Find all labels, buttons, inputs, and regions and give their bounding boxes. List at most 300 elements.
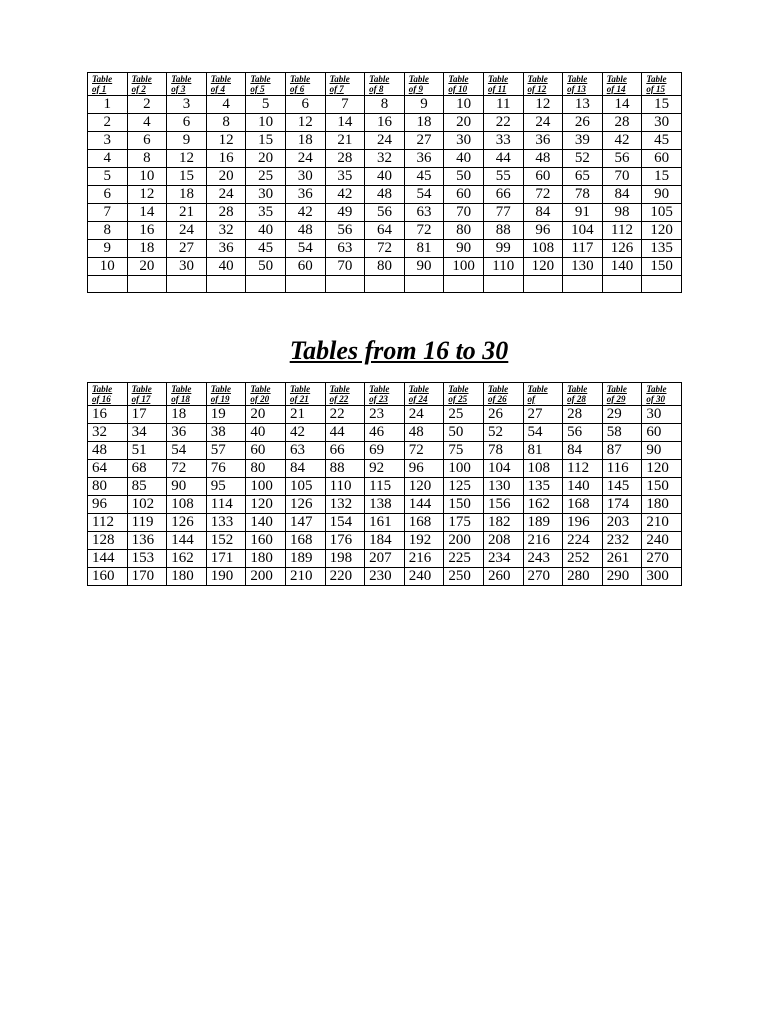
column-header-line1: Table (527, 74, 548, 84)
table-cell: 8 (365, 96, 405, 114)
column-header-line2: of 30 (646, 394, 666, 404)
table-cell: 162 (523, 496, 563, 514)
table-cell: 84 (523, 204, 563, 222)
table-cell: 270 (523, 568, 563, 586)
table-cell: 25 (444, 406, 484, 424)
column-header (325, 383, 365, 406)
table-cell: 40 (206, 258, 246, 276)
column-header (88, 73, 128, 96)
column-header-line1: Table (171, 384, 192, 394)
table-cell: 112 (563, 460, 603, 478)
section-heading: Tables from 16 to 30 (289, 336, 509, 365)
table-cell: 24 (206, 186, 246, 204)
table-cell: 8 (88, 222, 128, 240)
table-cell: 48 (404, 424, 444, 442)
table-cell: 60 (285, 258, 325, 276)
table-row (88, 258, 682, 276)
column-header-line2: of 7 (329, 84, 344, 94)
table-cell: 160 (246, 532, 286, 550)
table-cell: 180 (167, 568, 207, 586)
table-cell: 91 (563, 204, 603, 222)
table-cell: 300 (642, 568, 682, 586)
table-cell: 96 (404, 460, 444, 478)
table-cell: 78 (563, 186, 603, 204)
table-cell: 20 (444, 114, 484, 132)
table-cell: 20 (246, 150, 286, 168)
table-row (88, 460, 682, 478)
column-header-line1: Table (567, 384, 588, 394)
column-header-line1: Table (487, 384, 509, 394)
column-header-line2: of 17 (131, 394, 151, 404)
table-cell: 150 (642, 478, 682, 496)
table-cell: 60 (246, 442, 286, 460)
table-cell: 98 (602, 204, 642, 222)
table-cell: 72 (365, 240, 405, 258)
table-cell: 15 (246, 132, 286, 150)
table-cell: 12 (127, 186, 167, 204)
table-cell: 76 (206, 460, 246, 478)
table-cell: 48 (88, 442, 128, 460)
table-cell: 120 (246, 496, 286, 514)
column-header (167, 73, 207, 96)
table-cell: 44 (325, 424, 365, 442)
table-cell: 105 (642, 204, 682, 222)
table-cell: 42 (602, 132, 642, 150)
column-header-line1: Table (250, 384, 271, 394)
column-header-line1: Table (289, 74, 311, 84)
table-cell: 30 (167, 258, 207, 276)
table-cell: 20 (127, 258, 167, 276)
table-cell: 70 (325, 258, 365, 276)
column-header-line2: of 13 (567, 84, 586, 94)
column-header-line1: Table (210, 74, 231, 84)
table-cell: 4 (206, 96, 246, 114)
column-header (444, 73, 484, 96)
table-cell: 54 (285, 240, 325, 258)
table-cell: 104 (483, 460, 523, 478)
table-cell: 17 (127, 406, 167, 424)
table-row (88, 168, 682, 186)
table-cell: 21 (285, 406, 325, 424)
column-header (365, 73, 405, 96)
column-header-line2: of 18 (171, 394, 190, 404)
column-header-line1: Table (646, 384, 667, 394)
column-header-line2: of 10 (448, 84, 468, 94)
table-cell: 42 (325, 186, 365, 204)
table-cell (444, 276, 484, 293)
table-cell (285, 276, 325, 293)
table-cell: 56 (602, 150, 642, 168)
table-cell: 207 (365, 550, 405, 568)
table-cell: 90 (167, 478, 207, 496)
table-cell: 18 (404, 114, 444, 132)
table-cell: 36 (206, 240, 246, 258)
column-header-line2: of 22 (329, 394, 349, 404)
table-cell: 203 (602, 514, 642, 532)
table-cell (127, 276, 167, 293)
table-cell: 126 (167, 514, 207, 532)
column-header-line1: Table (369, 74, 390, 84)
table-cell: 104 (563, 222, 603, 240)
table-cell: 145 (602, 478, 642, 496)
table-cell: 10 (246, 114, 286, 132)
table-cell: 243 (523, 550, 563, 568)
table-cell: 16 (206, 150, 246, 168)
table-cell: 220 (325, 568, 365, 586)
column-header (563, 383, 603, 406)
table-cell: 72 (167, 460, 207, 478)
table-row (88, 442, 682, 460)
table-cell: 152 (206, 532, 246, 550)
table-cell: 90 (444, 240, 484, 258)
table-cell: 69 (365, 442, 405, 460)
table-cell: 1 (88, 96, 128, 114)
table-cell: 150 (642, 258, 682, 276)
table-cell: 22 (325, 406, 365, 424)
column-header-line2: of 9 (408, 84, 423, 94)
table-cell: 2 (88, 114, 128, 132)
table-row (88, 150, 682, 168)
table-cell: 126 (602, 240, 642, 258)
table-cell: 42 (285, 204, 325, 222)
table-cell: 32 (88, 424, 128, 442)
column-header (246, 383, 286, 406)
table-cell: 175 (444, 514, 484, 532)
table-cell: 182 (483, 514, 523, 532)
table-cell (563, 276, 603, 293)
column-header (444, 383, 484, 406)
column-header (523, 383, 563, 406)
table-cell: 18 (167, 186, 207, 204)
column-header (285, 73, 325, 96)
table-cell: 25 (246, 168, 286, 186)
column-header-line1: Table (408, 74, 429, 84)
table-cell: 88 (325, 460, 365, 478)
column-header-line1: Table (369, 384, 390, 394)
table-cell: 5 (246, 96, 286, 114)
table-cell: 20 (246, 406, 286, 424)
table-cell: 230 (365, 568, 405, 586)
table-cell: 8 (206, 114, 246, 132)
column-header-line2: of 1 (92, 84, 107, 94)
table-cell: 68 (127, 460, 167, 478)
table-cell: 70 (444, 204, 484, 222)
table-cell: 120 (523, 258, 563, 276)
table-cell: 48 (523, 150, 563, 168)
table-cell: 120 (642, 222, 682, 240)
column-header-line2: of 11 (487, 84, 507, 94)
table-cell: 12 (285, 114, 325, 132)
column-header-line2: of (527, 394, 536, 404)
table-cell: 210 (642, 514, 682, 532)
table-cell: 6 (285, 96, 325, 114)
table-cell: 66 (483, 186, 523, 204)
table-cell: 20 (206, 168, 246, 186)
column-header (325, 73, 365, 96)
column-header-line1: Table (448, 74, 469, 84)
table-cell: 21 (167, 204, 207, 222)
table-cell: 55 (483, 168, 523, 186)
column-header-line1: Table (408, 384, 429, 394)
table-cell: 52 (483, 424, 523, 442)
table-cell: 56 (365, 204, 405, 222)
column-header-line2: of 20 (250, 394, 270, 404)
table-cell: 39 (563, 132, 603, 150)
table-cell: 84 (602, 186, 642, 204)
column-header-line2: of 24 (408, 394, 428, 404)
table-cell: 90 (642, 442, 682, 460)
table-cell: 170 (127, 568, 167, 586)
column-header-line2: of 26 (487, 394, 507, 404)
table-cell: 125 (444, 478, 484, 496)
table-cell: 30 (444, 132, 484, 150)
table-cell: 13 (563, 96, 603, 114)
table-cell: 168 (404, 514, 444, 532)
table-cell: 120 (404, 478, 444, 496)
column-header-line1: Table (329, 384, 350, 394)
table-cell (206, 276, 246, 293)
table-cell: 6 (127, 132, 167, 150)
column-header (285, 383, 325, 406)
table-cell: 27 (167, 240, 207, 258)
column-header-line2: of 5 (250, 84, 265, 94)
table-cell: 14 (127, 204, 167, 222)
column-header-line1: Table (606, 74, 627, 84)
table-cell: 99 (483, 240, 523, 258)
table-cell: 45 (404, 168, 444, 186)
table-row (88, 406, 682, 424)
table-cell: 60 (444, 186, 484, 204)
table-cell: 112 (88, 514, 128, 532)
table-cell: 10 (88, 258, 128, 276)
column-header-line1: Table (250, 74, 271, 84)
table-cell: 161 (365, 514, 405, 532)
table-cell: 75 (444, 442, 484, 460)
table-cell: 156 (483, 496, 523, 514)
table-cell: 30 (642, 406, 682, 424)
table-cell: 200 (246, 568, 286, 586)
table-cell (404, 276, 444, 293)
table-cell: 126 (285, 496, 325, 514)
table-cell: 110 (325, 478, 365, 496)
table-row (88, 186, 682, 204)
table-cell: 102 (127, 496, 167, 514)
column-header-line1: Table (92, 384, 113, 394)
table-cell: 84 (285, 460, 325, 478)
table-cell: 112 (602, 222, 642, 240)
table-cell: 63 (285, 442, 325, 460)
table-cell: 40 (246, 222, 286, 240)
table-cell: 130 (483, 478, 523, 496)
column-header-line2: of 6 (289, 84, 305, 94)
table-cell: 140 (602, 258, 642, 276)
column-header-line2: of 19 (210, 394, 230, 404)
table-cell: 30 (642, 114, 682, 132)
table-header-row (88, 383, 682, 406)
column-header (206, 383, 246, 406)
table-row (88, 240, 682, 258)
table-cell: 9 (404, 96, 444, 114)
table-cell: 54 (523, 424, 563, 442)
table-cell: 15 (642, 168, 682, 186)
table-cell (523, 276, 563, 293)
column-header (642, 73, 682, 96)
table-header-row (88, 73, 682, 96)
table-cell: 16 (88, 406, 128, 424)
table-cell: 190 (206, 568, 246, 586)
table-cell: 21 (325, 132, 365, 150)
table-cell: 5 (88, 168, 128, 186)
table-cell: 81 (523, 442, 563, 460)
table-cell: 174 (602, 496, 642, 514)
column-header-line2: of 16 (92, 394, 111, 404)
table-cell: 80 (365, 258, 405, 276)
table-cell: 108 (167, 496, 207, 514)
table-cell: 184 (365, 532, 405, 550)
table-cell: 110 (483, 258, 523, 276)
table-cell: 48 (365, 186, 405, 204)
table-cell: 18 (127, 240, 167, 258)
table-cell: 70 (602, 168, 642, 186)
table-cell: 34 (127, 424, 167, 442)
table-cell: 168 (563, 496, 603, 514)
table-cell: 9 (167, 132, 207, 150)
table-cell: 192 (404, 532, 444, 550)
table-cell: 63 (404, 204, 444, 222)
table-cell: 240 (404, 568, 444, 586)
table-cell: 12 (167, 150, 207, 168)
table-cell: 35 (246, 204, 286, 222)
table-cell: 290 (602, 568, 642, 586)
table-cell: 216 (523, 532, 563, 550)
table-cell: 6 (167, 114, 207, 132)
table-cell: 132 (325, 496, 365, 514)
table-cell: 128 (88, 532, 128, 550)
table-cell: 10 (444, 96, 484, 114)
table-cell: 115 (365, 478, 405, 496)
table-cell: 3 (167, 96, 207, 114)
column-header-line2: of 8 (369, 84, 384, 94)
table-cell: 36 (523, 132, 563, 150)
table-cell (483, 276, 523, 293)
table-cell: 58 (602, 424, 642, 442)
table-cell: 250 (444, 568, 484, 586)
table-cell: 26 (563, 114, 603, 132)
column-header (483, 73, 523, 96)
table-cell: 50 (246, 258, 286, 276)
table-cell: 96 (88, 496, 128, 514)
table-cell: 105 (285, 478, 325, 496)
table-cell: 26 (483, 406, 523, 424)
table-cell: 108 (523, 240, 563, 258)
table-row (88, 222, 682, 240)
column-header-line1: Table (606, 384, 627, 394)
table-cell: 224 (563, 532, 603, 550)
column-header-line2: of 3 (171, 84, 186, 94)
column-header-line1: Table (131, 384, 152, 394)
table-cell: 136 (127, 532, 167, 550)
table-cell: 51 (127, 442, 167, 460)
table-cell: 64 (365, 222, 405, 240)
table-cell: 15 (167, 168, 207, 186)
column-header-line2: of 28 (567, 394, 586, 404)
table-cell: 162 (167, 550, 207, 568)
table-cell: 198 (325, 550, 365, 568)
table-cell: 140 (563, 478, 603, 496)
table-cell: 232 (602, 532, 642, 550)
table-cell: 19 (206, 406, 246, 424)
table-cell: 120 (642, 460, 682, 478)
table-cell: 38 (206, 424, 246, 442)
table-row (88, 550, 682, 568)
table-cell: 135 (642, 240, 682, 258)
multiplication-table-16-to-30 (87, 382, 682, 586)
column-header-line2: of 2 (131, 84, 146, 94)
table-cell: 200 (444, 532, 484, 550)
table-cell: 90 (642, 186, 682, 204)
table-cell: 252 (563, 550, 603, 568)
column-header-line1: Table (171, 74, 192, 84)
column-header (563, 73, 603, 96)
table-cell: 4 (127, 114, 167, 132)
table-cell: 80 (246, 460, 286, 478)
table-cell: 168 (285, 532, 325, 550)
table-cell: 40 (444, 150, 484, 168)
table-cell: 24 (285, 150, 325, 168)
table-cell: 46 (365, 424, 405, 442)
table-cell: 63 (325, 240, 365, 258)
column-header-line2: of 12 (527, 84, 547, 94)
table-cell: 27 (404, 132, 444, 150)
table-cell: 50 (444, 168, 484, 186)
column-header-line1: Table (527, 384, 548, 394)
column-header (602, 383, 642, 406)
table-cell: 60 (523, 168, 563, 186)
table-cell: 270 (642, 550, 682, 568)
column-header-line1: Table (210, 384, 231, 394)
table-cell: 144 (167, 532, 207, 550)
table-cell: 130 (563, 258, 603, 276)
column-header (642, 383, 682, 406)
table-cell: 100 (246, 478, 286, 496)
column-header (483, 383, 523, 406)
table-cell: 100 (444, 258, 484, 276)
table-cell: 15 (642, 96, 682, 114)
table-cell: 144 (88, 550, 128, 568)
column-header-line2: of 21 (289, 394, 309, 404)
table-cell: 85 (127, 478, 167, 496)
table-cell: 196 (563, 514, 603, 532)
table-cell: 147 (285, 514, 325, 532)
column-header (404, 73, 444, 96)
table-cell (365, 276, 405, 293)
table-cell: 49 (325, 204, 365, 222)
table-cell: 208 (483, 532, 523, 550)
table-cell: 180 (246, 550, 286, 568)
table-cell: 23 (365, 406, 405, 424)
table-cell: 18 (167, 406, 207, 424)
table-cell: 81 (404, 240, 444, 258)
table-cell: 138 (365, 496, 405, 514)
table-cell: 77 (483, 204, 523, 222)
table-cell: 133 (206, 514, 246, 532)
column-header-line1: Table (131, 74, 152, 84)
column-header-line2: of 23 (369, 394, 388, 404)
table-cell: 56 (325, 222, 365, 240)
table-cell: 28 (325, 150, 365, 168)
table-cell: 144 (404, 496, 444, 514)
table-cell: 24 (523, 114, 563, 132)
